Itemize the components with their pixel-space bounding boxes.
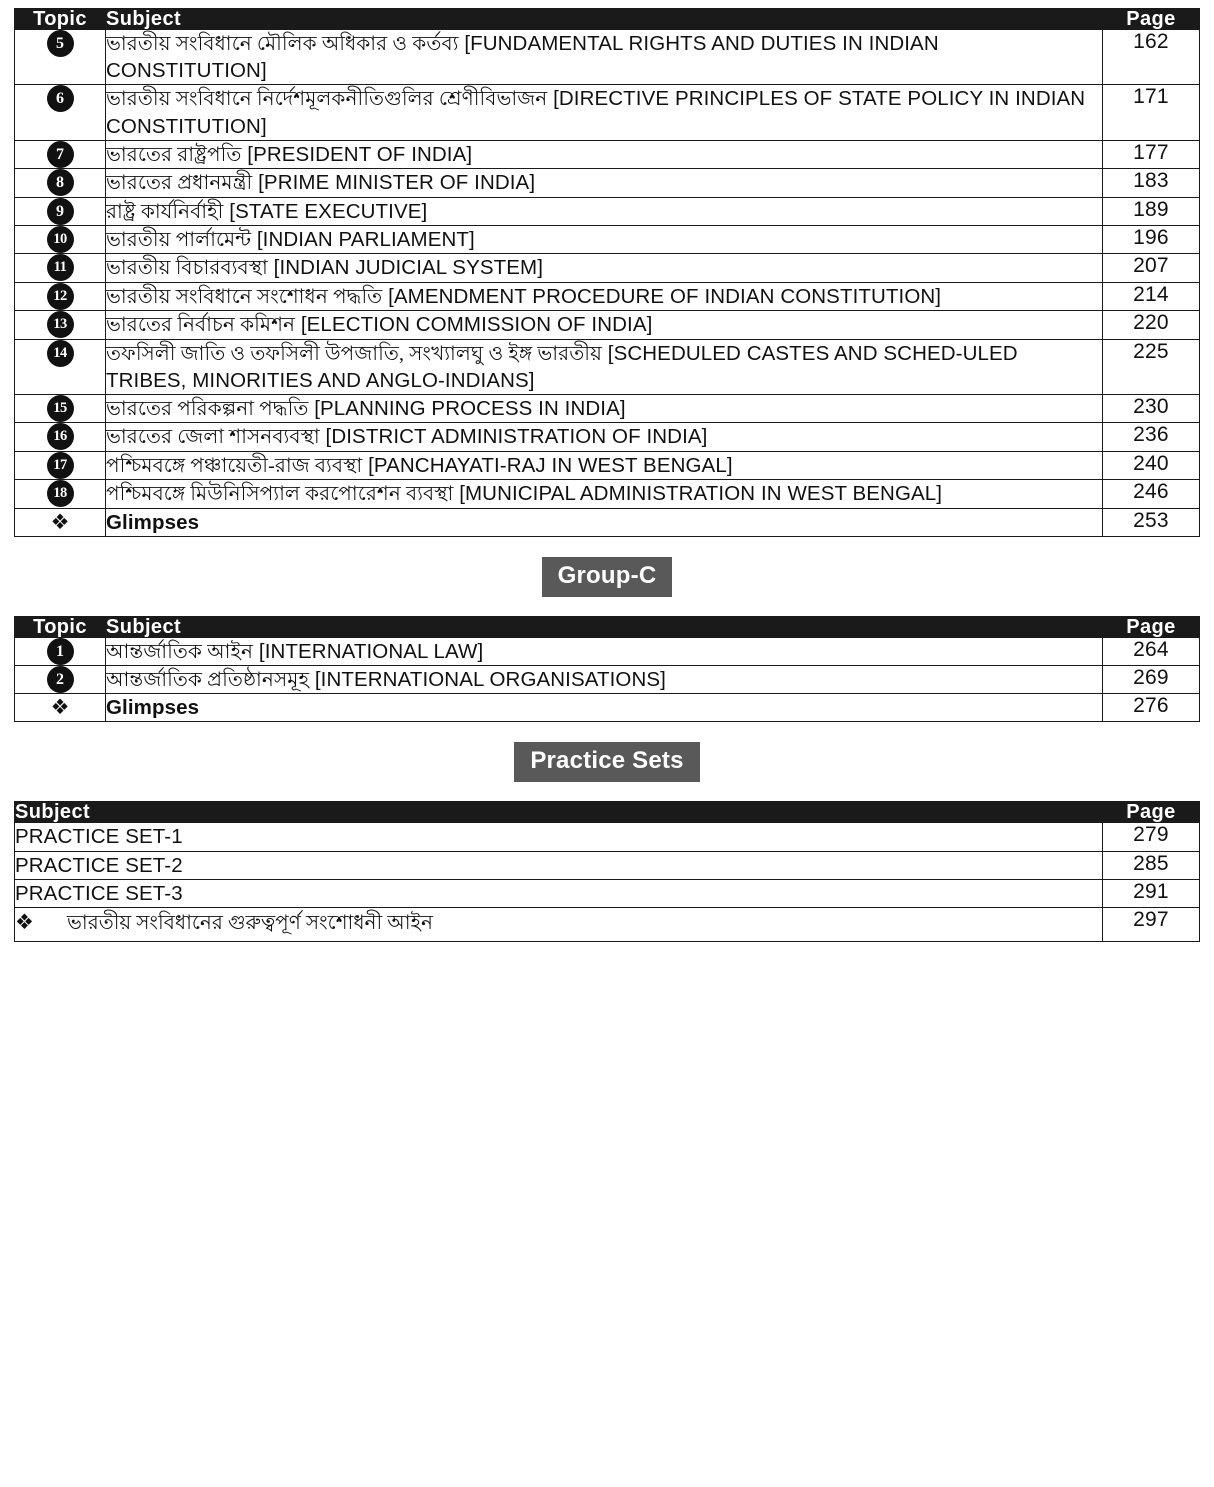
table-row[interactable] — [15, 395, 1200, 423]
topic-badge: 16 — [47, 423, 74, 450]
subject-cell — [106, 30, 1103, 85]
subject-cell — [106, 282, 1103, 310]
column-header-topic: Topic — [15, 616, 106, 637]
subject-cell — [106, 666, 1103, 694]
table-row[interactable] — [15, 339, 1200, 394]
subject-bengali: ভারতীয় সংবিধানে মৌলিক অধিকার ও কর্তব্য — [106, 33, 459, 55]
subject-cell — [106, 140, 1103, 168]
glimpses-bullet-cell — [15, 694, 106, 722]
subject-bengali: আন্তর্জাতিক আইন — [106, 640, 254, 663]
topic-number-cell — [15, 169, 106, 197]
topic-badge: 17 — [47, 452, 74, 479]
table-practice-sets — [14, 801, 1200, 941]
header-row — [15, 9, 1200, 30]
subject-bengali: তফসিলী জাতি ও তফসিলী উপজাতি, সংখ্যালঘু ও ইঙ্গ ভারতীয় — [106, 342, 602, 365]
subject-bengali: ভারতের পরিকল্পনা পদ্ধতি — [106, 398, 309, 421]
topic-number-cell — [15, 226, 106, 254]
page-number: 253 — [1103, 508, 1200, 536]
table-group-b-body — [15, 30, 1200, 537]
subject-bengali: ভারতীয় পার্লামেন্ট — [106, 229, 252, 252]
group-c-badge-wrapper — [14, 557, 1200, 597]
column-header-page: Page — [1103, 802, 1200, 823]
practice-sets-badge-wrapper — [14, 742, 1200, 782]
table-row-glimpses[interactable] — [15, 694, 1200, 722]
topic-badge: 10 — [47, 226, 74, 253]
table-row[interactable] — [15, 480, 1200, 508]
topic-badge: 8 — [47, 169, 74, 196]
topic-number-cell — [15, 85, 106, 140]
topic-number-cell — [15, 637, 106, 665]
table-row[interactable] — [15, 879, 1200, 907]
page-number: 189 — [1103, 197, 1200, 225]
page-number: 162 — [1103, 30, 1200, 85]
topic-badge: 15 — [47, 395, 74, 422]
subject-english: [PLANNING PROCESS IN INDIA] — [314, 397, 626, 421]
amendment-act-label: ভারতীয় সংবিধানের গুরুত্বপূর্ণ সংশোধনী আইন — [67, 911, 433, 934]
column-header-subject: Subject — [106, 616, 1103, 637]
subject-english: [FUNDAMENTAL RIGHTS AND DUTIES IN INDIAN CONSTITUTION] — [106, 32, 939, 83]
practice-sets-badge: Practice Sets — [514, 742, 699, 782]
table-row[interactable] — [15, 85, 1200, 140]
column-header-page: Page — [1103, 616, 1200, 637]
subject-english: [PRESIDENT OF INDIA] — [247, 142, 473, 166]
page-number: 269 — [1103, 666, 1200, 694]
topic-number-cell — [15, 30, 106, 85]
diamond-bullet-icon: ❖ — [50, 510, 70, 534]
subject-cell — [106, 254, 1103, 282]
topic-number-cell — [15, 197, 106, 225]
topic-number-cell — [15, 339, 106, 394]
topic-badge: 6 — [47, 85, 74, 112]
subject-cell — [106, 169, 1103, 197]
practice-set-label: PRACTICE SET-2 — [15, 851, 1103, 879]
page-number: 177 — [1103, 140, 1200, 168]
table-practice-body — [15, 823, 1200, 941]
table-group-b — [14, 8, 1200, 537]
subject-cell — [106, 480, 1103, 508]
header-row — [15, 802, 1200, 823]
table-group-b-header — [15, 9, 1200, 30]
subject-english: [INDIAN PARLIAMENT] — [256, 228, 475, 252]
page-number: 297 — [1103, 907, 1200, 941]
subject-english: [DIRECTIVE PRINCIPLES OF STATE POLICY IN INDIAN CONSTITUTION] — [106, 87, 1086, 138]
subject-cell — [106, 311, 1103, 339]
page-number: 220 — [1103, 311, 1200, 339]
page-number: 214 — [1103, 282, 1200, 310]
subject-cell — [106, 226, 1103, 254]
column-header-subject: Subject — [106, 9, 1103, 30]
subject-cell — [106, 423, 1103, 451]
topic-number-cell — [15, 311, 106, 339]
subject-bengali: ভারতীয় সংবিধানে সংশোধন পদ্ধতি — [106, 285, 383, 308]
page-number: 207 — [1103, 254, 1200, 282]
subject-bengali: ভারতের নির্বাচন কমিশন — [106, 314, 296, 337]
topic-number-cell — [15, 282, 106, 310]
subject-bengali: ভারতের জেলা শাসনব্যবস্থা — [106, 426, 320, 449]
table-row[interactable] — [15, 666, 1200, 694]
page-number: 264 — [1103, 637, 1200, 665]
subject-bengali: পশ্চিমবঙ্গে মিউনিসিপ্যাল করপোরেশন ব্যবস্থা — [106, 483, 454, 506]
topic-badge: 13 — [47, 311, 74, 338]
subject-english: [INTERNATIONAL LAW] — [258, 639, 484, 663]
page-number: 279 — [1103, 823, 1200, 851]
topic-badge: 9 — [47, 198, 74, 225]
table-practice-header — [15, 802, 1200, 823]
practice-set-label: PRACTICE SET-1 — [15, 823, 1103, 851]
table-group-c — [14, 616, 1200, 723]
subject-english: [ELECTION COMMISSION OF INDIA] — [300, 313, 653, 337]
table-row[interactable] — [15, 851, 1200, 879]
subject-bengali: ভারতীয় বিচারব্যবস্থা — [106, 257, 268, 280]
topic-number-cell — [15, 254, 106, 282]
topic-number-cell — [15, 480, 106, 508]
topic-badge: 11 — [47, 254, 74, 281]
page-number: 285 — [1103, 851, 1200, 879]
subject-cell — [106, 395, 1103, 423]
topic-badge: 14 — [47, 340, 74, 367]
table-group-c-body — [15, 637, 1200, 722]
group-c-badge: Group-C — [542, 557, 673, 597]
subject-english: [AMENDMENT PROCEDURE OF INDIAN CONSTITUTION] — [388, 284, 942, 308]
topic-number-cell — [15, 140, 106, 168]
column-header-page: Page — [1103, 9, 1200, 30]
subject-english: [STATE EXECUTIVE] — [229, 199, 428, 223]
subject-bengali: ভারতীয় সংবিধানে নির্দেশমূলকনীতিগুলির শ্রেণীবিভাজন — [106, 88, 548, 111]
table-row[interactable] — [15, 282, 1200, 310]
diamond-bullet-icon: ❖ — [50, 696, 70, 720]
topic-badge: 5 — [47, 30, 74, 57]
table-row[interactable] — [15, 140, 1200, 168]
page-number: 183 — [1103, 169, 1200, 197]
topic-number-cell — [15, 395, 106, 423]
subject-cell — [106, 339, 1103, 394]
table-row[interactable] — [15, 823, 1200, 851]
topic-badge: 2 — [47, 666, 74, 693]
subject-cell — [106, 637, 1103, 665]
page-number: 246 — [1103, 480, 1200, 508]
table-group-c-header — [15, 616, 1200, 637]
page-number: 196 — [1103, 226, 1200, 254]
subject-bengali: ভারতের প্রধানমন্ত্রী — [106, 172, 253, 195]
topic-badge: 7 — [47, 141, 74, 168]
subject-english: [MUNICIPAL ADMINISTRATION IN WEST BENGAL] — [459, 482, 943, 506]
subject-bengali: পশ্চিমবঙ্গে পঞ্চায়েতী-রাজ ব্যবস্থা — [106, 454, 363, 477]
topic-number-cell — [15, 423, 106, 451]
subject-bengali: আন্তর্জাতিক প্রতিষ্ঠানসমূহ — [106, 669, 310, 692]
topic-badge: 12 — [47, 283, 74, 310]
subject-english: [DISTRICT ADMINISTRATION OF INDIA] — [325, 425, 708, 449]
subject-english: [INDIAN JUDICIAL SYSTEM] — [273, 256, 543, 280]
subject-bengali: ভারতের রাষ্ট্রপতি — [106, 143, 242, 166]
table-row[interactable] — [15, 226, 1200, 254]
table-row[interactable] — [15, 423, 1200, 451]
page-number: 236 — [1103, 423, 1200, 451]
table-row[interactable] — [15, 637, 1200, 665]
subject-cell — [106, 451, 1103, 479]
subject-english: [SCHEDULED CASTES AND SCHED-ULED TRIBES, MINORITIES AND ANGLO-INDIANS] — [106, 341, 1018, 392]
topic-number-cell — [15, 451, 106, 479]
diamond-bullet-icon: ❖ — [15, 910, 34, 934]
subject-english: [PRIME MINISTER OF INDIA] — [258, 171, 536, 195]
header-row — [15, 616, 1200, 637]
table-row[interactable] — [15, 30, 1200, 85]
amendment-act-cell — [15, 907, 1103, 941]
table-row[interactable] — [15, 451, 1200, 479]
table-row-glimpses[interactable] — [15, 508, 1200, 536]
column-header-topic: Topic — [15, 9, 106, 30]
practice-set-label: PRACTICE SET-3 — [15, 879, 1103, 907]
subject-cell — [106, 197, 1103, 225]
page-number: 171 — [1103, 85, 1200, 140]
table-row[interactable] — [15, 311, 1200, 339]
page-number: 225 — [1103, 339, 1200, 394]
column-header-subject: Subject — [15, 802, 1103, 823]
topic-badge: 1 — [47, 638, 74, 665]
glimpses-bullet-cell — [15, 508, 106, 536]
page-number: 240 — [1103, 451, 1200, 479]
table-row-bullet[interactable] — [15, 907, 1200, 941]
table-row[interactable] — [15, 254, 1200, 282]
topic-number-cell — [15, 666, 106, 694]
page-number: 291 — [1103, 879, 1200, 907]
glimpses-label: Glimpses — [106, 508, 1103, 536]
subject-english: [INTERNATIONAL ORGANISATIONS] — [314, 668, 666, 692]
table-row[interactable] — [15, 169, 1200, 197]
topic-badge: 18 — [47, 480, 74, 507]
table-row[interactable] — [15, 197, 1200, 225]
subject-bengali: রাষ্ট্র কার্যনির্বাহী — [106, 200, 224, 223]
subject-cell — [106, 85, 1103, 140]
page-number: 276 — [1103, 694, 1200, 722]
page-number: 230 — [1103, 395, 1200, 423]
glimpses-label: Glimpses — [106, 694, 1103, 722]
subject-english: [PANCHAYATI-RAJ IN WEST BENGAL] — [368, 453, 733, 477]
